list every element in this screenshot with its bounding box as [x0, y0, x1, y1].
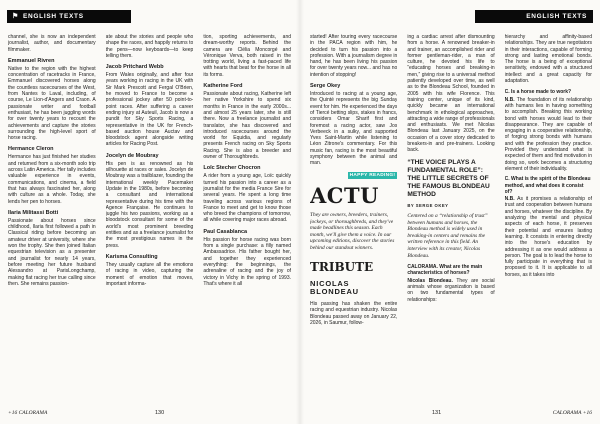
bio-heading: Karisma Consulting — [105, 253, 158, 260]
bio-heading: Ilaria Militassi Botti — [8, 209, 59, 216]
flag-icon: ⚑ — [12, 13, 19, 20]
header-left-label: ENGLISH TEXTS — [22, 13, 84, 20]
right-page-number: 131 — [432, 410, 442, 416]
qa-lead: Nicolas Blondeau. — [407, 277, 453, 284]
para: Native to the region with the highest concentration of racetracks in France, Emmanuel discovered horses along the countless racecourses of the West, from Nantes to Laval, including, of course, Le Lion-d'Angers and Craon. A passionate writer and football enthusiast, he has been juggling words for over twenty years to recount the achievements and capture the stories surrounding the high-level sport of horse racing. — [8, 65, 96, 142]
left-page-number: 130 — [155, 410, 165, 416]
para: channel, she is now an independent journalist, author, and documentary filmmaker. — [8, 34, 96, 53]
qa-lead: CALORAMA. — [407, 264, 438, 271]
header-right-label: ENGLISH TEXTS — [526, 13, 587, 20]
qa-q — [505, 176, 592, 195]
qa-a — [407, 278, 494, 303]
left-folio: +16 CALORAMA — [8, 410, 48, 416]
text-column-4 — [310, 34, 397, 396]
page-left-columns — [8, 34, 291, 396]
bio-heading: Jocelyn de Moubray — [105, 152, 159, 159]
quote: “THE VOICE PLAYS A FUNDAMENTAL ROLE”: THE LITTLE SECRETS OF THE FAMOUS BLONDEAU METHOD — [407, 158, 490, 199]
para: Hermance has just finished her studies and returned from a six-month solo trip across Latin America. Her tally includes valuable experience in events, communications, and cinema, a field that has always fascinated her, along with culture as a whole. Today, she lends her pen to horses. — [8, 154, 96, 205]
para: They usually capture all the emotions of racing in video, capturing the moment of emotion that moves, important informa- — [105, 261, 194, 287]
qa-text: What are the main characteristics of horses? — [407, 264, 483, 277]
para: tion, sporting achievements, and dream-worthy reports. Behind the camera are Clélia Moncorgé and Véronique Verva, both raised in the trotting world, living a fast-paced life with hearts that beat for the horse in all its forms. — [203, 34, 292, 78]
qa-text: They are social animals whose organization is based on two fundamental types of relationships: — [407, 277, 495, 303]
right-folio: CALORAMA +16 — [552, 410, 592, 416]
para: ing a cardiac arrest after dismounting from a horse. A renowned breaker-in and trainer, an accomplished rider and former gentleman-rider, a man of culture, he devoted his life to “educating horses and breaking-in men,” giving rise to a universal method patiently developed over time, as well as to the Blondeau School, founded in 2005 with his wife Florence. This training center, unique of its kind, quickly became an international benchmark in ethological approaches, attracting a wide range of professionals and enthusiasts. We met Nicolas Blondeau last January 2025, on the occasion of a cover story dedicated to breakers-in and pre-trainers. Looking back. — [407, 34, 495, 154]
para: Passionate about racing, Katherine left her native Yorkshire to spend six months in France in the early 2000s... and almost 25 years later, she is still there. Now a freelance journalist and translator, she has discovered and introduced racecourses around the world for Equidia, and regularly presents French racing on Sky Sports Racing. She is also a breeder and owner of Thoroughbreds. — [203, 91, 292, 161]
para: ate about the stories and people who shape the races, and happily returns to the pens—now keyboards—to keep telling them. — [105, 34, 194, 59]
text-column-3 — [203, 34, 291, 396]
qa-text: As it promises a relationship of trust and cooperation between humans and horses, whatever the discipline. By analyzing the mental and physical aspects of each horse, it preserves their potential and ensures lasting learning. It consists in entering directly into the horse's education by addressing it as one would address a person. The goal is to lead the horse to fully participate in everything that is proposed to it. It is applicable to all horses, as it takes into — [504, 196, 592, 278]
qa-text: Is a horse made to work? — [511, 89, 572, 96]
text-column-2 — [106, 34, 194, 396]
header-right-bar — [475, 10, 593, 23]
qa-a — [505, 196, 592, 278]
para: Introduced to racing at a young age, the Quinté represents the big Sunday event for him. He experienced the days of Tiercé betting slips, stakes in francs, considers Omar Sharif first and foremost a racing actor, saw Jos Verbeeck in a sulky, and supported Yves Saint-Martin while listening to Léon Zitrone's commentary. For this music fan, racing is the most beautiful symphony between the animal and man. — [310, 91, 398, 167]
bio-heading: Paul Casablanca — [203, 228, 248, 235]
qa-text: What is the spirit of the Blondeau method, and what does it consist of? — [504, 176, 591, 195]
para: From Wales originally, and after four years working in racing in the UK with Sir Mark Prescott and Fergal O'Brien, he moved to France to become a professional jockey after 50 point-to-point races. After suffering a career ending injury at Auteuil, Jacob is now a pundit for Sky Sports Racing, a representative in the UK for French-based auction house Auctav and bloodstock agent alongside writing articles for Racing Post. — [105, 72, 194, 148]
italic-intro: Centered on a “relationship of trust” between humans and horses, the Blondeau method is widely used in breaking-in centers and remains the written reference in this field. An interview with its creator, Nicolas Blondeau. — [407, 212, 488, 259]
page-right-columns — [310, 34, 592, 396]
qa-a — [505, 97, 592, 173]
para: His pen is as renowned as his silhouette at races or sales. Jocelyn de Moubray was a trailblazer, founding the international weekly Pacemaker Update in the 1980s, before becoming a consultant and international representative during his time with the Agence Française. He continues to juggle his two passions, working as a bloodstock consultant for some of the world's most prominent breeding entities and as a freelance journalist for the most prestigious names in the press. — [105, 160, 194, 249]
header-left-bar — [7, 10, 131, 23]
para: His passion for horse racing was born from a single purchase: a filly named Ambassadrice. His father bought her, and together they experienced everything: the beginnings, the adrenaline of racing and the joy of victory in Vichy in the spring of 1993. That's where it all — [203, 236, 292, 287]
bio-heading: Jacob Pritchard Webb — [105, 64, 164, 71]
bio-heading: Katherine Ford — [203, 83, 243, 90]
bio-heading: Loïc Stecher Chocron — [203, 165, 261, 172]
highlight-tag: HAPPY READING! — [349, 172, 396, 178]
byline: BY SERGE OKEY — [407, 202, 449, 208]
page-fold-shadow — [296, 0, 304, 424]
para: hierarchy and affinity-based relationships. They are true negotiators in their interactions, capable of forming strong and lasting emotional bonds. The horse is a being of exceptional sensitivity, endowed with a structured intellect and a great capacity for adaptation. — [504, 34, 592, 85]
qa-lead: C. — [504, 176, 510, 183]
italic-intro: They are owners, breeders, trainers, jockeys, or thoroughbreds, and they've made headlines this season. Each month, we'll give them a voice. In our upcoming editions, discover the stories behind our standout winners. — [310, 211, 395, 251]
actu-heading: ACTU — [310, 182, 379, 208]
bio-heading: Hermance Cleron — [8, 146, 54, 153]
para: A rider from a young age, Loïc quickly turned his passion into a career as a journalist for the media France Sire for several years. He spent a long time traveling across various regions of France to meet and get to know those who breed the champions of tomorrow, all while covering major races abroad. — [203, 173, 292, 224]
bio-heading: Emmanuel Rivren — [8, 57, 55, 64]
qa-lead: N.B. — [504, 96, 515, 103]
qa-lead: C. — [504, 89, 510, 96]
text-column-6 — [505, 34, 592, 396]
qa-q — [407, 264, 494, 277]
qa-q — [505, 89, 592, 95]
qa-lead: N.B. — [504, 196, 515, 203]
bio-heading: Serge Okey — [310, 83, 341, 90]
name-caps: NICOLAS BLONDEAU — [310, 278, 359, 297]
qa-text: The foundation of its relationship with humans lies in having something to accomplish. Breaking this working bond with horses would lead to their disappearance. They are capable of engaging in a cooperative relationship, of forging strong bonds with humans and with the profession they practice. Provided they understand what is expected of them and find motivation in doing so, work becomes a structuring element of their individuality. — [504, 96, 592, 172]
text-column-1 — [8, 34, 96, 396]
text-column-5 — [407, 34, 494, 396]
para: Passionate about horses since childhood, Ilaria first followed a path in Classical riding before becoming an amateur driver at university, where she won the trophy. She then joined Italian equestrian television as a presenter and journalist for nearly 14 years, before meeting her future husband Alessandro at ParisLongchamp, making flat racing her true calling since then. She remains passion- — [8, 217, 96, 287]
tribute-heading: TRIBUTE — [310, 259, 374, 274]
para: His passing has shaken the entire racing and equestrian industry. Nicolas Blondeau passed away on January 22, 2026, in Saumur, follow- — [310, 301, 398, 326]
highlight — [310, 172, 397, 179]
para: started! After touring every racecourse in the PACA region with him, he decided to turn his passion into a profession. With a journalism degree in hand, he has been living his passion for over twenty years now... and has no intention of stopping! — [310, 34, 398, 78]
